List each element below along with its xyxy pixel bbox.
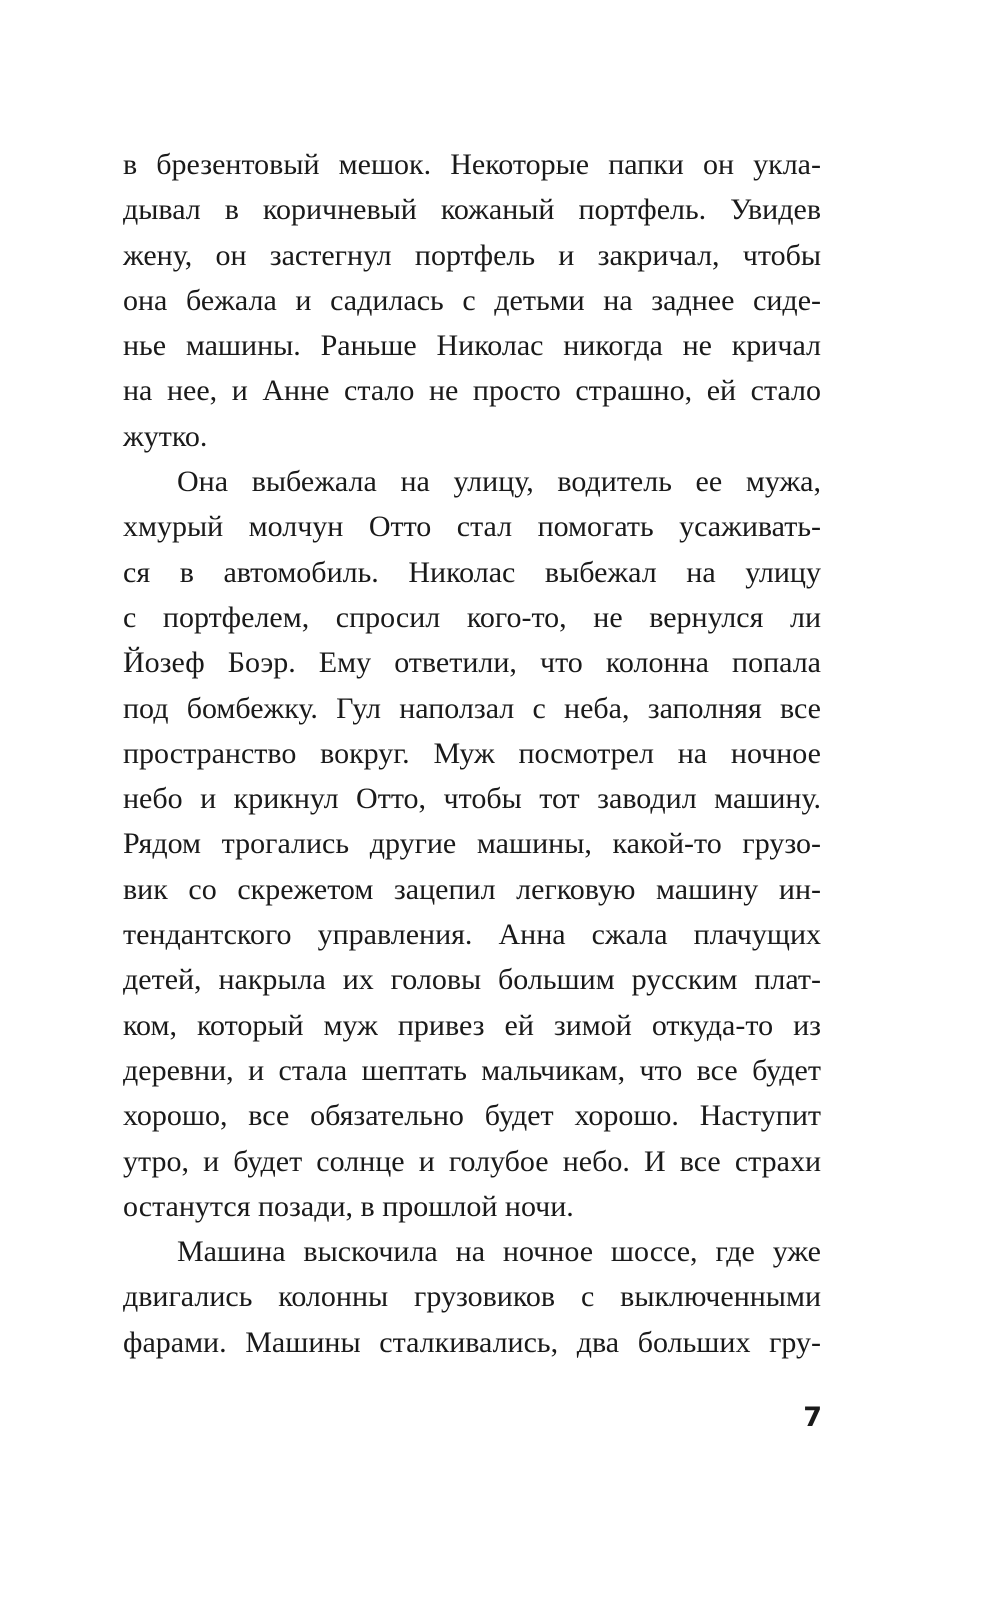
text-line: Она выбежала на улицу, водитель ее мужа, <box>177 465 821 499</box>
text-line: она бежала и садилась с детьми на заднее сиде- <box>123 283 821 317</box>
text-line: в брезентовый мешок. Некоторые папки он укла- <box>123 148 821 181</box>
text-line: на нее, и Анне стало не просто страшно, ей стало <box>123 374 821 408</box>
text-line: жутко. <box>123 419 208 453</box>
text-line: ком, который муж привез ей зимой откуда-то из <box>123 1008 821 1042</box>
text-line: деревни, и стала шептать мальчикам, что все будет <box>123 1053 821 1087</box>
text-line: с портфелем, спросил кого-то, не вернулся ли <box>123 600 821 634</box>
text-line: вик со скрежетом зацепил легковую машину ин- <box>123 872 821 906</box>
text-line: нье машины. Раньше Николас никогда не кричал <box>123 329 821 363</box>
text-line: пространство вокруг. Муж посмотрел на ночное <box>123 736 821 770</box>
text-line: утро, и будет солнце и голубое небо. И все страхи <box>123 1144 821 1178</box>
text-line: детей, накрыла их головы большим русским плат- <box>123 963 821 997</box>
text-line: дывал в коричневый кожаный портфель. Увидев <box>123 193 821 227</box>
text-line: Йозеф Боэр. Ему ответили, что колонна попала <box>123 646 821 680</box>
text-line: двигались колонны грузовиков с выключенными <box>123 1280 821 1314</box>
text-line: небо и крикнул Отто, чтобы тот заводил машину. <box>123 782 821 816</box>
page-number: 7 <box>803 1402 822 1433</box>
text-line: жену, он застегнул портфель и закричал, чтобы <box>123 238 821 272</box>
text-line: Машина выскочила на ночное шоссе, где уже <box>177 1235 821 1269</box>
text-line: ся в автомобиль. Николас выбежал на улицу <box>123 555 821 589</box>
text-line: Рядом трогались другие машины, какой-то грузо- <box>123 827 821 861</box>
text-line: тендантского управления. Анна сжала плачущих <box>123 918 821 952</box>
text-line: хмурый молчун Отто стал помогать усаживать- <box>123 510 821 544</box>
text-line: хорошо, все обязательно будет хорошо. Наступит <box>123 1099 821 1133</box>
text-line: фарами. Машины сталкивались, два больших гру- <box>123 1325 821 1359</box>
body-text <box>123 142 821 1365</box>
text-line: останутся позади, в прошлой ночи. <box>123 1189 574 1223</box>
text-line: под бомбежку. Гул наползал с неба, заполняя все <box>123 691 821 725</box>
